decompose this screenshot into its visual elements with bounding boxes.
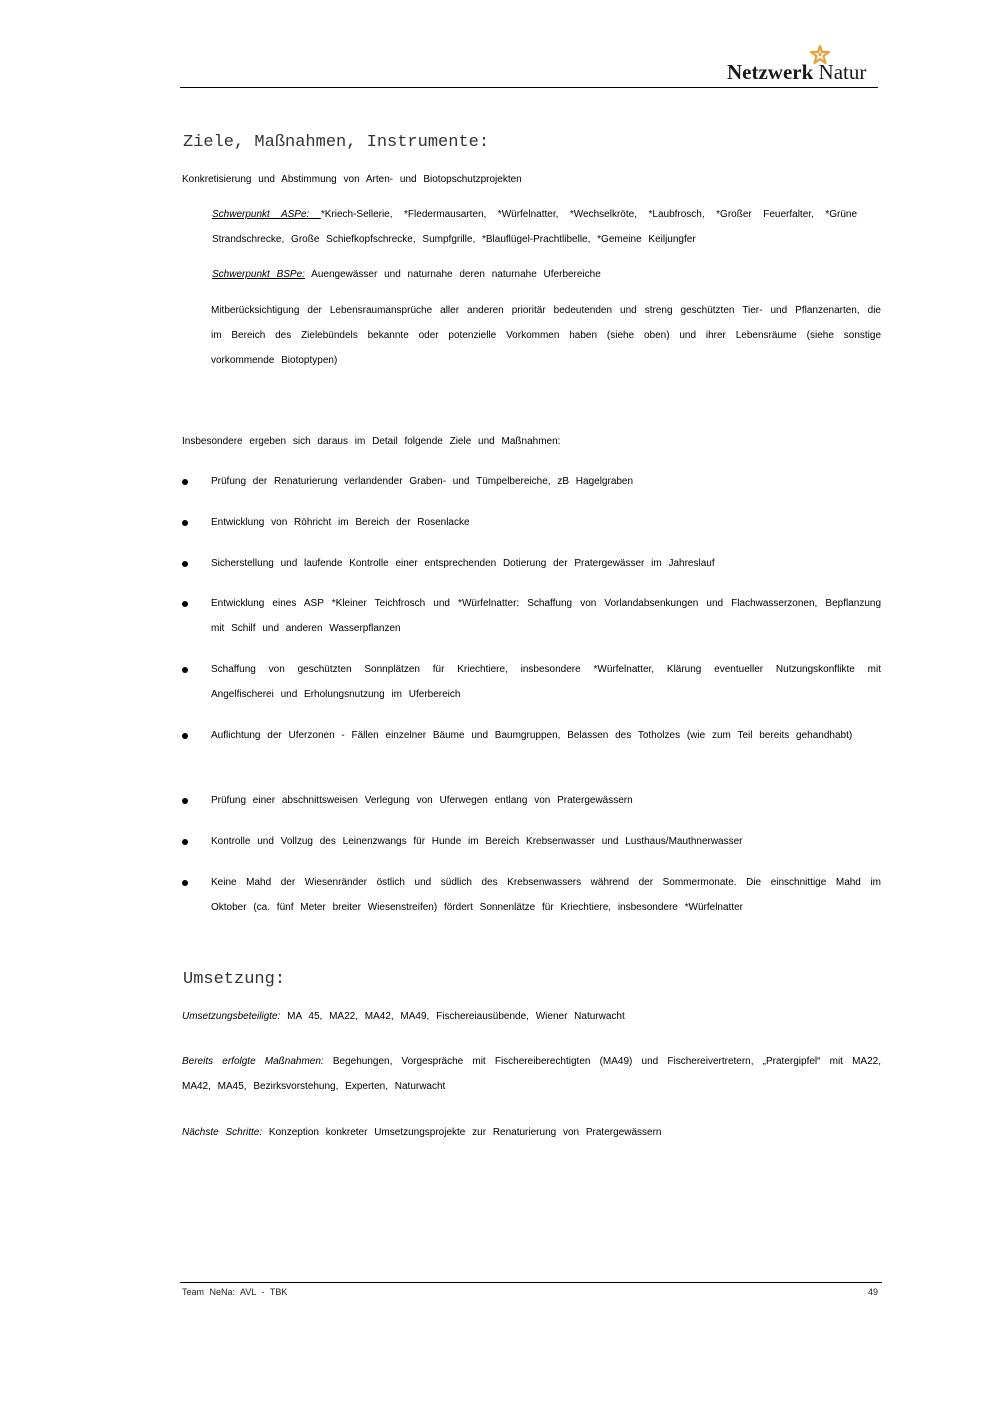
intro-text: Konkretisierung und Abstimmung von Arten- und Biotopschutzprojekten xyxy=(182,174,522,185)
asp-paragraph xyxy=(212,202,857,252)
header-rule xyxy=(180,87,878,88)
bsp-paragraph xyxy=(212,262,601,287)
logo-regular-word: Natur xyxy=(818,60,867,84)
detail-intro: Insbesondere ergeben sich daraus im Detail folgende Ziele und Maßnahmen: xyxy=(182,436,561,447)
list-item: Prüfung einer abschnittsweisen Verlegung von Uferwegen entlang von Pratergewässern xyxy=(182,788,881,813)
erfolgte-massnahmen-text: Begehungen, Vorgespräche mit Fischereiberechtigten (MA49) und Fischereivertretern, „Pratergipfel“ mit MA22, MA42, MA45, Bezirksvorstehung, Experten, Naturwacht xyxy=(182,1056,881,1092)
list-item: Entwicklung eines ASP *Kleiner Teichfrosch und *Würfelnatter: Schaffung von Vorlandabsenkungen und Flachwasserzonen, Bepflanzung mit Schilf und anderen Wasserpflanzen xyxy=(182,591,881,641)
list-item: Schaffung von geschützten Sonnplätzen für Kriechtiere, insbesondere *Würfelnatter, Klärung eventueller Nutzungskonflikte mit Angelfischerei und Erholungsnutzung im Uferbereich xyxy=(182,657,881,707)
list-item: Kontrolle und Vollzug des Leinenzwangs für Hunde im Bereich Krebsenwasser und Lusthaus/Mauthnerwasser xyxy=(182,829,881,854)
bullet-icon xyxy=(182,479,188,485)
erfolgte-massnahmen-label: Bereits erfolgte Maßnahmen: xyxy=(182,1056,324,1067)
list-item: Auflichtung der Uferzonen - Fällen einzelner Bäume und Baumgruppen, Belassen des Totholzes (wie zum Teil bereits gehandhabt) xyxy=(182,723,881,748)
umsetzungsbeteiligte-line xyxy=(182,1004,625,1029)
bullet-icon xyxy=(182,798,188,804)
umsetzungsbeteiligte-label: Umsetzungsbeteiligte: xyxy=(182,1011,281,1022)
list-item: Prüfung der Renaturierung verlandender Graben- und Tümpelbereiche, zB Hagelgraben xyxy=(182,469,881,494)
asp-label: Schwerpunkt ASPe: xyxy=(212,209,321,220)
header-logo xyxy=(727,44,877,86)
bsp-text: Auengewässer und naturnahe deren naturnahe Uferbereiche xyxy=(304,269,601,280)
asp-text: *Kriech-Sellerie, *Fledermausarten, *Würfelnatter, *Wechselkröte, *Laubfrosch, *Großer Feuerfalter, *Grüne Strandschrecke, Große Schiefkopfschrecke, Sumpfgrille, *Blauflügel-Prachtlibelle, *Gemeine Keiljungfer xyxy=(212,209,858,245)
bullet-icon xyxy=(182,667,188,673)
bullet-icon xyxy=(182,839,188,845)
bsp-label: Schwerpunkt BSPe: xyxy=(212,269,305,280)
bullet-icon xyxy=(182,733,188,739)
naechste-schritte-line xyxy=(182,1120,661,1145)
bullet-icon xyxy=(182,601,188,607)
bullet-icon xyxy=(182,561,188,567)
bullet-icon xyxy=(182,880,188,886)
page-number: 49 xyxy=(867,1287,878,1297)
footer-rule xyxy=(180,1282,882,1283)
list-item: Sicherstellung und laufende Kontrolle einer entsprechenden Dotierung der Pratergewässer im Jahreslauf xyxy=(182,551,881,576)
section-heading-ziele: Ziele, Maßnahmen, Instrumente: xyxy=(183,133,490,152)
mitberuecksichtigung-paragraph: Mitberücksichtigung der Lebensraumansprüche aller anderen prioritär bedeutenden und streng geschützten Tier- und Pflanzenarten, die im Bereich des Zielebündels bekannte oder potenzielle Vorkommen haben (siehe oben) und ihrer Lebensräume (siehe sonstige vorkommende Biotoptypen) xyxy=(211,305,881,366)
naechste-schritte-label: Nächste Schritte: xyxy=(182,1127,263,1138)
list-item: Entwicklung von Röhricht im Bereich der Rosenlacke xyxy=(182,510,881,535)
umsetzungsbeteiligte-text: MA 45, MA22, MA42, MA49, Fischereiausübende, Wiener Naturwacht xyxy=(280,1011,625,1022)
logo-bold-word: Netzwerk xyxy=(727,60,814,84)
bullet-icon xyxy=(182,520,188,526)
naechste-schritte-text: Konzeption konkreter Umsetzungsprojekte zur Renaturierung von Pratergewässern xyxy=(262,1127,662,1138)
erfolgte-massnahmen-paragraph xyxy=(182,1049,881,1099)
list-item: Keine Mahd der Wiesenränder östlich und südlich des Krebsenwassers während der Sommermonate. Die einschnittige Mahd im Oktober (ca. fünf Meter breiter Wiesenstreifen) fördert Sonnenlätze für Kriechtiere, insbesondere *Würfelnatter xyxy=(182,870,881,920)
section-heading-umsetzung: Umsetzung: xyxy=(183,970,286,989)
footer-left: Team NeNa: AVL - TBK xyxy=(182,1287,288,1297)
